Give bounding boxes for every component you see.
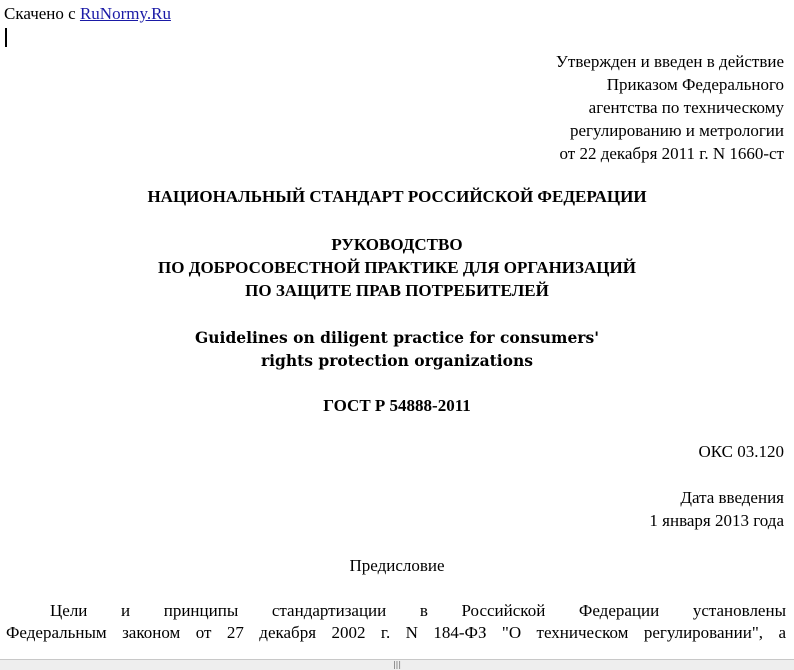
title-line: ПО ЗАЩИТЕ ПРАВ ПОТРЕБИТЕЛЕЙ (245, 281, 549, 300)
gost-number: ГОСТ Р 54888-2011 (323, 396, 471, 415)
intro-date-block (649, 486, 784, 532)
downloaded-prefix: Скачено с (4, 4, 76, 23)
title-line: ПО ДОБРОСОВЕСТНОЙ ПРАКТИКЕ ДЛЯ ОРГАНИЗАЦИЙ (158, 258, 636, 277)
approval-block (556, 50, 784, 165)
document-title (0, 233, 794, 302)
text-cursor (5, 28, 7, 47)
scrollbar-grip-icon[interactable]: ||| (392, 660, 402, 669)
approval-line: Утвержден и введен в действие (555, 52, 784, 71)
approval-line: Приказом Федерального (606, 75, 784, 94)
intro-date: 1 января 2013 года (649, 511, 784, 530)
approval-line: агентства по техническому (588, 98, 784, 117)
title-line: РУКОВОДСТВО (331, 235, 463, 254)
paragraph-line: Цели и принципы стандартизации в Российской Федерации установлены (50, 601, 786, 620)
english-title (0, 326, 794, 372)
english-title-line: Guidelines on diligent practice for consumers' (195, 328, 599, 347)
english-title-line: rights protection organizations (260, 351, 534, 370)
preface-paragraph (6, 600, 786, 644)
paragraph-line: Федеральным законом от 27 декабря 2002 г. N 184-ФЗ "О техническом регулировании", а (6, 623, 786, 642)
intro-date-label: Дата введения (680, 488, 784, 507)
standard-heading: НАЦИОНАЛЬНЫЙ СТАНДАРТ РОССИЙСКОЙ ФЕДЕРАЦИИ (147, 187, 647, 206)
runormy-link[interactable]: RuNormy.Ru (79, 4, 171, 23)
source-line (4, 4, 171, 24)
approval-line: регулированию и метрологии (569, 121, 784, 140)
horizontal-scrollbar[interactable] (0, 659, 794, 670)
preface-heading: Предисловие (349, 556, 445, 575)
oks-code: ОКС 03.120 (698, 442, 784, 461)
approval-line: от 22 декабря 2011 г. N 1660-ст (559, 144, 784, 163)
